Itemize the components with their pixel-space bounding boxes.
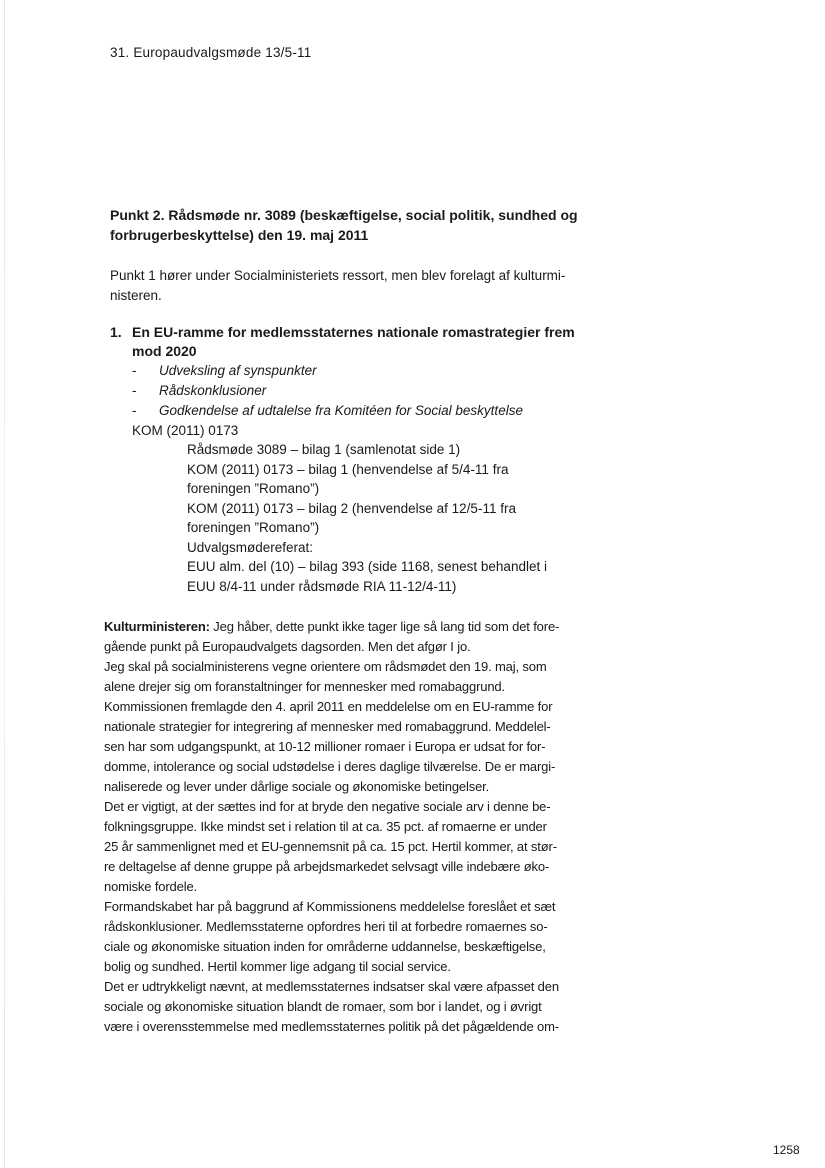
statement-text: Jeg håber, dette punkt ikke tager lige så lang tid som det fore- bbox=[209, 619, 560, 634]
reference-line: EUU alm. del (10) – bilag 393 (side 1168, senest behandlet i bbox=[187, 559, 547, 574]
sub-item-text: Rådskonklusioner bbox=[159, 383, 267, 398]
sub-item-text: Godkendelse af udtalelse fra Komitéen for Social beskyttelse bbox=[159, 403, 523, 418]
statement-line: 25 år sammenlignet med et EU-gennemsnit på ca. 15 pct. Hertil kommer, at stør- bbox=[104, 839, 557, 854]
reference-line: KOM (2011) 0173 – bilag 1 (henvendelse af 5/4-11 fra bbox=[187, 461, 509, 477]
minister-statement bbox=[104, 617, 592, 1037]
scan-edge-line bbox=[4, 0, 5, 1168]
reference-line: EUU 8/4-11 under rådsmøde RIA 11-12/4-11) bbox=[187, 578, 457, 594]
numbered-item bbox=[110, 323, 600, 596]
statement-line: naliserede og lever under dårlige sociale og økonomiske betingelser. bbox=[104, 779, 490, 794]
speaker-label: Kulturministeren: bbox=[104, 619, 210, 634]
page-header: 31. Europaudvalgsmøde 13/5-11 bbox=[110, 45, 312, 60]
statement-line: Det er udtrykkeligt nævnt, at medlemsstaternes indsatser skal være afpasset den bbox=[104, 979, 559, 994]
statement-line: domme, intolerance og social udstødelse i deres daglige tilværelse. De er margi- bbox=[104, 759, 556, 774]
statement-line: sociale og økonomiske situation blandt de romaer, som bor i landet, og i øvrigt bbox=[104, 999, 542, 1014]
sub-item bbox=[132, 361, 600, 381]
reference-line: Udvalgsmødereferat: bbox=[187, 539, 314, 555]
page-number: 1258 bbox=[773, 1143, 800, 1157]
statement-line: Jeg skal på socialministerens vegne orientere om rådsmødet den 19. maj, som bbox=[104, 659, 547, 674]
intro-paragraph bbox=[110, 266, 600, 306]
dash-bullet: - bbox=[132, 403, 137, 418]
statement-line: Det er vigtigt, at der sættes ind for at bryde den negative sociale arv i denne be- bbox=[104, 799, 551, 814]
reference-list bbox=[187, 440, 587, 596]
statement-line: folkningsgruppe. Ikke mindst set i relation til at ca. 35 pct. af romaerne er under bbox=[104, 819, 547, 834]
reference-line: KOM (2011) 0173 – bilag 2 (henvendelse af 12/5-11 fra bbox=[187, 500, 516, 516]
statement-line: nationale strategier for integrering af mennesker med romabaggrund. Meddelel- bbox=[104, 719, 551, 734]
item-heading-line: mod 2020 bbox=[132, 343, 197, 359]
sub-item bbox=[132, 401, 600, 421]
sub-item-list bbox=[132, 361, 600, 421]
statement-line: Formandskabet har på baggrund af Kommissionens meddelelse foreslået et sæt bbox=[104, 899, 556, 914]
statement-line: nomiske fordele. bbox=[104, 879, 197, 894]
statement-line: alene drejer sig om foranstaltninger for mennesker med romabaggrund. bbox=[104, 679, 505, 694]
statement-line: rådskonklusioner. Medlemsstaterne opfordres heri til at forbedre romaernes so- bbox=[104, 919, 548, 934]
sub-item-text: Udveksling af synspunkter bbox=[159, 363, 317, 378]
item-heading-line: En EU-ramme for medlemsstaternes nationale romastrategier frem bbox=[132, 324, 575, 340]
reference-line: Rådsmøde 3089 – bilag 1 (samlenotat side 1) bbox=[187, 442, 461, 457]
item-heading-text bbox=[132, 323, 592, 361]
statement-line: gående punkt på Europaudvalgets dagsorden. Men det afgør I jo. bbox=[104, 639, 471, 654]
agenda-item-title bbox=[110, 205, 600, 245]
reference-line: foreningen ”Romano”) bbox=[187, 481, 320, 496]
statement-line: re deltagelse af denne gruppe på arbejdsmarkedet selvsagt ville indebære øko- bbox=[104, 859, 550, 874]
statement-line: bolig og sundhed. Hertil kommer lige adgang til social service. bbox=[104, 959, 451, 974]
statement-line: Kommissionen fremlagde den 4. april 2011 en meddelelse om en EU-ramme for bbox=[104, 699, 553, 714]
title-line: forbrugerbeskyttelse) den 19. maj 2011 bbox=[110, 227, 369, 243]
kom-reference: KOM (2011) 0173 bbox=[132, 423, 239, 438]
intro-line: nisteren. bbox=[110, 288, 162, 303]
statement-line: være i overensstemmelse med medlemsstaternes politik på det pågældende om- bbox=[104, 1019, 559, 1034]
dash-bullet: - bbox=[132, 383, 137, 398]
statement-line: ciale og økonomiske situation inden for områderne uddannelse, beskæftigelse, bbox=[104, 939, 546, 954]
item-number: 1. bbox=[110, 324, 122, 340]
statement-line bbox=[104, 617, 592, 637]
reference-line: foreningen ”Romano”) bbox=[187, 520, 320, 535]
statement-line: sen har som udgangspunkt, at 10-12 millioner romaer i Europa er udsat for for- bbox=[104, 739, 546, 754]
title-line: Punkt 2. Rådsmøde nr. 3089 (beskæftigelse, social politik, sundhed og bbox=[110, 207, 578, 223]
dash-bullet: - bbox=[132, 363, 137, 378]
sub-item bbox=[132, 381, 600, 401]
item-heading bbox=[110, 323, 600, 361]
intro-line: Punkt 1 hører under Socialministeriets ressort, men blev forelagt af kulturmi- bbox=[110, 268, 566, 283]
